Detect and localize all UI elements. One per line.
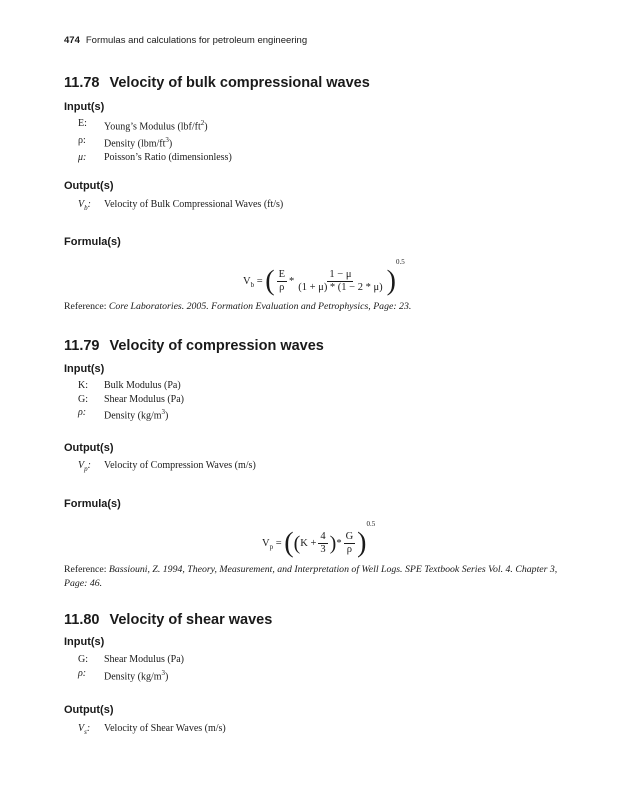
input-row	[78, 667, 184, 684]
input-desc: Shear Modulus (Pa)	[104, 654, 184, 665]
input-desc: Shear Modulus (Pa)	[104, 393, 184, 405]
input-symbol: ρ:	[78, 134, 86, 146]
inputs-heading: Input(s)	[64, 636, 105, 648]
inputs-list	[78, 653, 184, 683]
input-row	[78, 393, 184, 407]
section-number: 11.80	[64, 612, 100, 628]
outputs-list	[78, 722, 226, 740]
exponent: 0.5	[395, 258, 405, 266]
output-desc: Velocity of Bulk Compressional Waves (ft/s)	[104, 199, 284, 210]
reference-11-79: Reference: Bassiouni, Z. 1994, Theory, Measurement, and Interpretation of Well Logs. SPE Textbook Series Vol. 4. Chapter 3, Page: 46.	[64, 564, 558, 589]
input-symbol: G:	[78, 393, 88, 405]
fraction: $\frac{4}{3}$	[320, 531, 326, 556]
outputs-heading: Output(s)	[64, 442, 114, 454]
output-symbol: $V_b$:	[78, 199, 91, 212]
input-symbol: ρ:	[78, 407, 87, 418]
outputs-heading: Output(s)	[64, 704, 114, 716]
input-desc: Density $(kg/m^3)$	[104, 668, 169, 682]
section-title-11-80	[64, 612, 272, 628]
output-row	[78, 198, 283, 216]
book-title: Formulas and calculations for petroleum engineering	[85, 35, 308, 46]
input-row	[78, 406, 184, 423]
input-row	[78, 117, 232, 134]
formulas-heading: Formula(s)	[64, 236, 121, 248]
input-row	[78, 151, 232, 165]
input-row	[78, 134, 232, 151]
reference-11-78: Reference: Core Laboratories. 2005. Formation Evaluation and Petrophysics, Page: 23.	[64, 301, 412, 312]
exponent: 0.5	[366, 520, 376, 528]
input-symbol: G:	[78, 654, 88, 665]
input-symbol: ρ:	[78, 667, 87, 679]
formula-11-78: $V_b$ = ( $\frac{E}{\rho}$ * $\frac{1 - \mu}{(1 + \mu) * (1 - 2 * \mu)}$ )$^{0.5}$	[243, 258, 405, 297]
input-desc: Bulk Modulus (Pa)	[104, 380, 181, 391]
section-title-11-79	[64, 338, 324, 354]
inputs-list	[78, 117, 232, 164]
formula-lhs: $V_b$	[243, 276, 255, 290]
outputs-list	[78, 459, 256, 477]
inputs-list	[78, 379, 184, 423]
section-title-11-78	[64, 75, 370, 91]
section-heading: Velocity of compression waves	[109, 338, 324, 354]
section-heading: Velocity of shear waves	[109, 612, 273, 628]
output-desc: Velocity of Shear Waves (m/s)	[104, 723, 226, 734]
input-symbol: μ:	[78, 151, 87, 163]
section-heading: Velocity of bulk compressional waves	[109, 75, 370, 91]
input-symbol: K:	[78, 380, 88, 391]
section-number: 11.78	[64, 75, 100, 91]
inputs-heading: Input(s)	[64, 101, 105, 113]
input-row	[78, 653, 184, 667]
running-head	[64, 35, 307, 46]
fraction: $\frac{E}{\rho}$	[278, 269, 286, 294]
output-row	[78, 459, 256, 477]
formulas-heading: Formula(s)	[64, 498, 121, 510]
output-desc: Velocity of Compression Waves (m/s)	[104, 460, 256, 471]
input-desc: Density $(lbm/ft^3)$	[104, 135, 173, 150]
input-row	[78, 379, 184, 393]
input-desc: Young’s Modulus $(lbf/ft^2)$	[104, 119, 208, 133]
output-symbol: $V_p$:	[78, 460, 91, 473]
input-symbol: E:	[78, 118, 87, 129]
outputs-heading: Output(s)	[64, 180, 114, 192]
section-number: 11.79	[64, 338, 100, 354]
input-desc: Poisson’s Ratio (dimensionless)	[104, 151, 232, 163]
output-row	[78, 722, 226, 740]
inputs-heading: Input(s)	[64, 363, 105, 375]
formula-11-79: $V_p = ((K$ + $\frac{4}{3}$ )* $\frac{G}{\rho}$ )$^{0.5}$	[262, 520, 376, 559]
input-desc: Density $(kg/m^3)$	[104, 408, 169, 422]
formula-lhs: $V_p$	[262, 538, 274, 552]
output-symbol: $V_s$:	[78, 723, 91, 736]
fraction: $\frac{G}{\rho}$	[345, 531, 354, 556]
page-number: 474	[64, 35, 80, 46]
fraction: $\frac{1 - \mu}{(1 + \mu) * (1 - 2 * \mu)}$	[298, 269, 383, 294]
outputs-list	[78, 198, 283, 216]
